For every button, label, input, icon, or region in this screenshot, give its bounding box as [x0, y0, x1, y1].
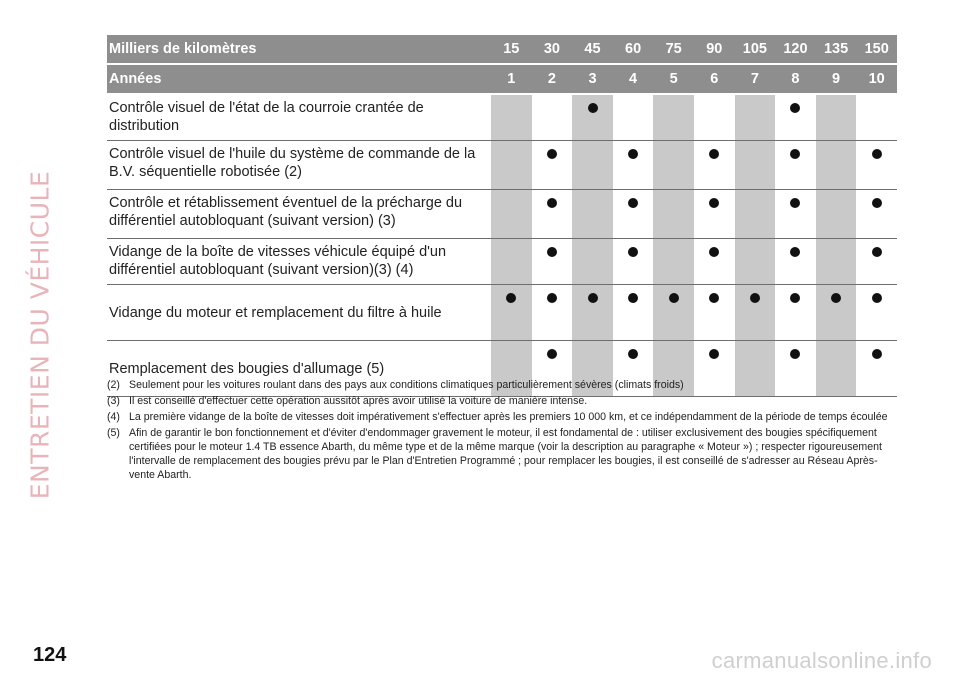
interval-cell [653, 141, 694, 190]
km-value: 120 [775, 35, 816, 64]
km-value: 30 [532, 35, 573, 64]
interval-cell [653, 190, 694, 239]
interval-cell [735, 141, 776, 190]
interval-cell [532, 285, 573, 341]
scheduled-dot-icon [872, 293, 882, 303]
interval-cell [532, 239, 573, 285]
km-value: 105 [735, 35, 776, 64]
interval-cell [816, 94, 857, 141]
maintenance-schedule-table [107, 35, 897, 397]
interval-cell [613, 141, 654, 190]
interval-cell [694, 285, 735, 341]
interval-cell [613, 190, 654, 239]
interval-cell [532, 94, 573, 141]
interval-cell [532, 141, 573, 190]
operation-label: Contrôle visuel de l'état de la courroie crantée de distribution [107, 94, 491, 141]
scheduled-dot-icon [709, 293, 719, 303]
operation-label: Remplacement des bougies d'allumage (5) [107, 341, 491, 397]
km-header-row [107, 35, 897, 64]
scheduled-dot-icon [831, 293, 841, 303]
operation-label: Vidange du moteur et remplacement du filtre à huile [107, 285, 491, 341]
interval-cell [816, 239, 857, 285]
interval-cell [653, 94, 694, 141]
page-number: 124 [33, 644, 67, 666]
footnotes [107, 378, 897, 484]
interval-cell [856, 285, 897, 341]
interval-cell [613, 285, 654, 341]
scheduled-dot-icon [588, 103, 598, 113]
km-value: 135 [816, 35, 857, 64]
interval-cell [572, 141, 613, 190]
interval-cell [532, 190, 573, 239]
scheduled-dot-icon [790, 247, 800, 257]
operation-label: Vidange de la boîte de vitesses véhicule équipé d'un différentiel autobloquant (suivant version)(3) (4) [107, 239, 491, 285]
interval-cell [572, 285, 613, 341]
footnote [107, 394, 897, 408]
footnote [107, 410, 897, 424]
interval-cell [735, 239, 776, 285]
km-value: 60 [613, 35, 654, 64]
km-value: 90 [694, 35, 735, 64]
year-value: 9 [816, 64, 857, 94]
interval-cell [856, 190, 897, 239]
operation-label: Contrôle visuel de l'huile du système de commande de la B.V. séquentielle robotisée (2) [107, 141, 491, 190]
interval-cell [613, 239, 654, 285]
schedule-row [107, 141, 897, 190]
km-value: 150 [856, 35, 897, 64]
interval-cell [653, 285, 694, 341]
year-value: 10 [856, 64, 897, 94]
scheduled-dot-icon [872, 149, 882, 159]
scheduled-dot-icon [709, 198, 719, 208]
interval-cell [572, 190, 613, 239]
years-header-row [107, 64, 897, 94]
interval-cell [613, 94, 654, 141]
interval-cell [694, 141, 735, 190]
km-header-label: Milliers de kilomètres [107, 35, 491, 64]
interval-cell [694, 190, 735, 239]
scheduled-dot-icon [669, 293, 679, 303]
scheduled-dot-icon [790, 198, 800, 208]
schedule-row [107, 285, 897, 341]
interval-cell [572, 239, 613, 285]
scheduled-dot-icon [628, 293, 638, 303]
interval-cell [735, 94, 776, 141]
watermark: carmanualsonline.info [711, 648, 932, 673]
schedule-row [107, 190, 897, 239]
year-value: 1 [491, 64, 532, 94]
interval-cell [856, 94, 897, 141]
scheduled-dot-icon [709, 149, 719, 159]
scheduled-dot-icon [588, 293, 598, 303]
interval-cell [491, 239, 532, 285]
scheduled-dot-icon [872, 247, 882, 257]
year-value: 6 [694, 64, 735, 94]
km-value: 15 [491, 35, 532, 64]
footnote-ref: (3) [107, 395, 120, 407]
interval-cell [775, 239, 816, 285]
scheduled-dot-icon [790, 349, 800, 359]
scheduled-dot-icon [872, 349, 882, 359]
scheduled-dot-icon [628, 198, 638, 208]
footnote-text: Seulement pour les voitures roulant dans des pays aux conditions climatiques particulièrement sévères (climats froids) [129, 379, 684, 391]
years-header-label: Années [107, 64, 491, 94]
scheduled-dot-icon [628, 349, 638, 359]
interval-cell [856, 141, 897, 190]
operation-label: Contrôle et rétablissement éventuel de la précharge du différentiel autobloquant (suivant version) (3) [107, 190, 491, 239]
interval-cell [491, 141, 532, 190]
interval-cell [653, 239, 694, 285]
interval-cell [816, 190, 857, 239]
footnote-text: Il est conseillé d'effectuer cette opération aussitôt après avoir utilisé la voiture de manière intense. [129, 395, 588, 407]
section-side-title: ENTRETIEN DU VÉHICULE [25, 170, 55, 500]
year-value: 5 [653, 64, 694, 94]
year-value: 2 [532, 64, 573, 94]
scheduled-dot-icon [790, 103, 800, 113]
schedule-row [107, 239, 897, 285]
scheduled-dot-icon [709, 349, 719, 359]
scheduled-dot-icon [790, 293, 800, 303]
scheduled-dot-icon [872, 198, 882, 208]
year-value: 7 [735, 64, 776, 94]
footnote-ref: (2) [107, 379, 120, 391]
interval-cell [775, 141, 816, 190]
footnote [107, 426, 897, 482]
interval-cell [735, 285, 776, 341]
scheduled-dot-icon [506, 293, 516, 303]
interval-cell [775, 190, 816, 239]
interval-cell [572, 94, 613, 141]
interval-cell [491, 285, 532, 341]
scheduled-dot-icon [628, 149, 638, 159]
interval-cell [694, 94, 735, 141]
scheduled-dot-icon [547, 149, 557, 159]
km-value: 75 [653, 35, 694, 64]
scheduled-dot-icon [547, 198, 557, 208]
interval-cell [775, 285, 816, 341]
interval-cell [816, 141, 857, 190]
scheduled-dot-icon [709, 247, 719, 257]
year-value: 4 [613, 64, 654, 94]
footnote-ref: (4) [107, 411, 120, 423]
interval-cell [856, 239, 897, 285]
interval-cell [775, 94, 816, 141]
scheduled-dot-icon [547, 247, 557, 257]
footnote [107, 378, 897, 392]
scheduled-dot-icon [750, 293, 760, 303]
interval-cell [491, 94, 532, 141]
interval-cell [735, 190, 776, 239]
km-value: 45 [572, 35, 613, 64]
interval-cell [694, 239, 735, 285]
schedule-row [107, 94, 897, 141]
scheduled-dot-icon [547, 293, 557, 303]
scheduled-dot-icon [628, 247, 638, 257]
footnote-ref: (5) [107, 427, 120, 439]
schedule-body [107, 94, 897, 397]
scheduled-dot-icon [790, 149, 800, 159]
footnote-text: Afin de garantir le bon fonctionnement et d'éviter d'endommager gravement le moteur, il est fondamental de : utiliser exclusivement des bougies spécifiquement certifiées pour le moteur 1.4 TB essence Abarth, du même type et de la même marque (voir la description au paragraphe « Moteur ») ; respecter rigoureusement l'intervalle de remplacement des bougies prévu par le Plan d'Entretien Programmé ; pour remplacer les bougies, il est conseillé de s'adresser au Réseau Après-vente Abarth. [129, 427, 882, 481]
year-value: 3 [572, 64, 613, 94]
footnote-text: La première vidange de la boîte de vitesses doit impérativement s'effectuer après les premiers 10 000 km, et ce indépendamment de la période de temps écoulée [129, 411, 888, 423]
interval-cell [816, 285, 857, 341]
scheduled-dot-icon [547, 349, 557, 359]
year-value: 8 [775, 64, 816, 94]
interval-cell [491, 190, 532, 239]
